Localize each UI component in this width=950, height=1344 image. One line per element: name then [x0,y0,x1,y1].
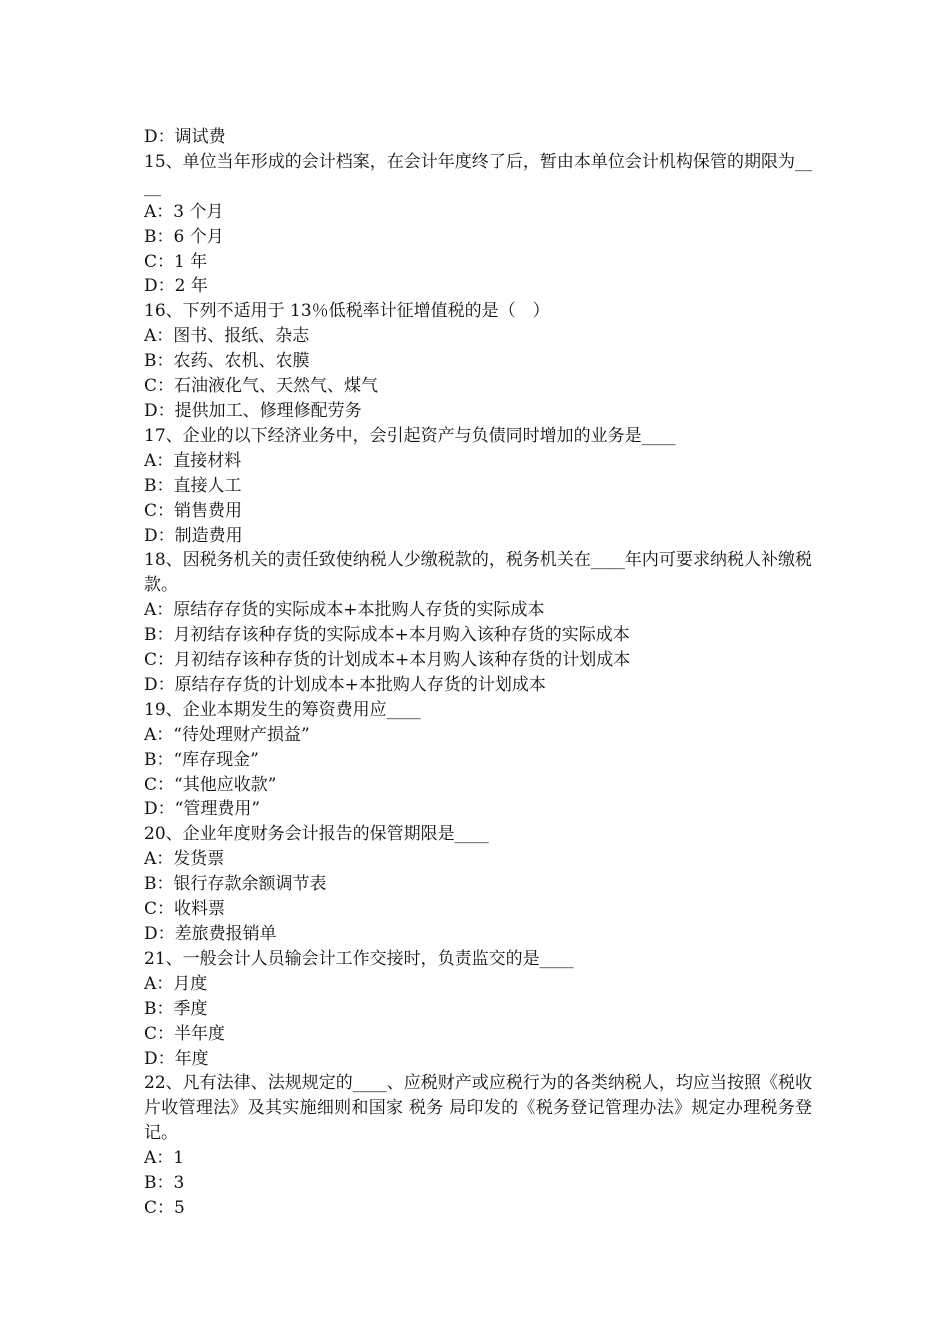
answer-option: C：1 年 [144,251,208,272]
answer-option: A：发货票 [144,849,225,870]
answer-option: A：月度 [144,973,208,994]
question-text: 21、一般会计人员输会计工作交接时，负责监交的是____ [144,948,574,969]
answer-option: C：石油液化气、天然气、煤气 [144,376,379,397]
question-text: 22、凡有法律、法规规定的____、应税财产或应税行为的各类纳税人，均应当按照《税收片收管理法》及其实施细则和国家 税务 局印发的《税务登记管理办法》规定办理税务登记。 [144,1073,812,1144]
answer-option: C：月初结存该种存货的计划成本+本月购人该种存货的计划成本 [144,650,631,671]
answer-option: B：“库存现金” [144,749,259,770]
answer-option: C：5 [144,1197,185,1218]
question-text: 17、企业的以下经济业务中，会引起资产与负债同时增加的业务是____ [144,425,676,446]
answer-option: D：提供加工、修理修配劳务 [144,400,362,421]
answer-option: B：6 个月 [144,226,224,247]
question-text: 19、企业本期发生的筹资费用应____ [144,699,421,720]
answer-option: C：“其他应收款” [144,774,277,795]
answer-option: D：2 年 [144,276,208,297]
answer-option: D：原结存存货的计划成本+本批购人存货的计划成本 [144,674,546,695]
answer-option: B：季度 [144,998,208,1019]
question-text: 16、下列不适用于 13％低税率计征增值税的是（ ） [144,301,550,322]
answer-option: C：销售费用 [144,500,243,521]
answer-option: B：农药、农机、农膜 [144,351,310,372]
answer-option: A：3 个月 [144,201,224,222]
answer-option: B：直接人工 [144,475,242,496]
answer-option: D：“管理费用” [144,799,261,820]
answer-option: A：1 [144,1148,185,1169]
answer-option: B：月初结存该种存货的实际成本+本月购入该种存货的实际成本 [144,625,630,646]
answer-option: B：3 [144,1173,185,1194]
question-text: 15、单位当年形成的会计档案，在会计年度终了后，暂由本单位会计机构保管的期限为____ [144,151,812,197]
question-text: 18、因税务机关的责任致使纳税人少缴税款的，税务机关在____年内可要求纳税人补缴税款。 [144,550,812,596]
answer-option: C：半年度 [144,1023,226,1044]
answer-option: C：收料票 [144,899,226,920]
answer-option: D：制造费用 [144,525,243,546]
answer-option: A：图书、报纸、杂志 [144,326,310,347]
answer-option: A：原结存存货的实际成本+本批购人存货的实际成本 [144,600,545,621]
answer-option: D：调试费 [144,127,226,147]
question-text: 20、企业年度财务会计报告的保管期限是____ [144,824,489,845]
answer-option: D：年度 [144,1048,209,1069]
answer-option: D：差旅费报销单 [144,924,277,944]
answer-option: A：直接材料 [144,450,242,471]
document-content [144,125,812,1221]
answer-option: B：银行存款余额调节表 [144,874,327,895]
answer-option: A：“待处理财产损益” [144,724,310,745]
